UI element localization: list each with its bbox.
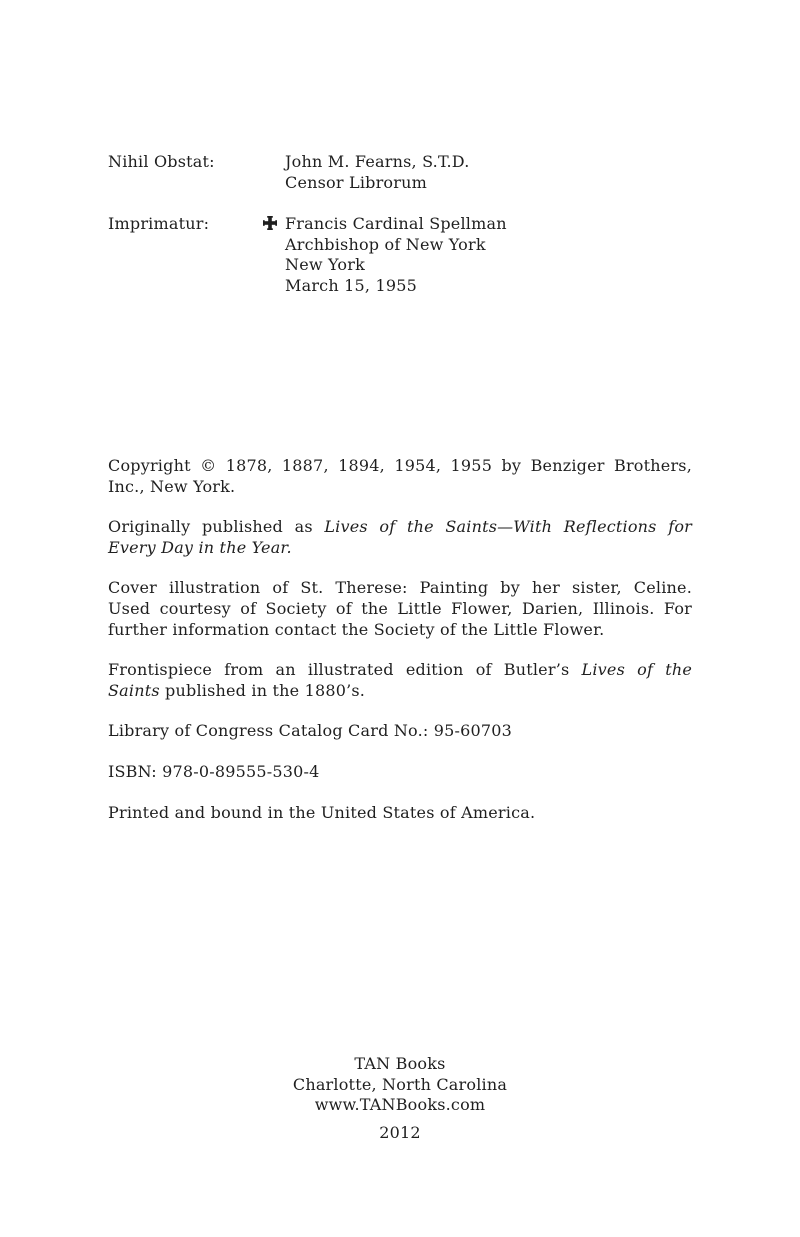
imprimatur-label: Imprimatur: [108, 214, 210, 234]
butlers-title-part: Lives of the [581, 660, 693, 680]
paragraph-frontispiece [108, 660, 692, 701]
imprimatur-row [108, 214, 692, 296]
nihil-obstat-label: Nihil Obstat: [108, 152, 215, 171]
text-line: Archbishop of New York [285, 234, 486, 254]
text-line: Cover illustration of St. Therese: Painting by her sister, Celine. [108, 578, 692, 598]
text-line [285, 214, 692, 235]
publisher-name: TAN Books [354, 1054, 446, 1073]
text-line: Used courtesy of Society of the Little Flower, Darien, Illinois. For [108, 598, 692, 618]
text-line: March 15, 1955 [285, 275, 417, 295]
original-title-part: Lives of the Saints—With Reflections for [324, 517, 692, 537]
maltese-cross-icon [263, 214, 285, 235]
publication-year: 2012 [379, 1122, 421, 1142]
paragraph-loc-number [108, 721, 692, 742]
text-line: Originally published as Lives of the Saints—With Reflections for [108, 517, 692, 537]
nihil-obstat-row [108, 152, 692, 193]
publisher-block [0, 1054, 800, 1143]
imprimatur-value [285, 214, 692, 296]
nihil-obstat-value [285, 152, 692, 193]
text-line: further information contact the Society of the Little Flower. [108, 619, 605, 639]
original-title-part: Every Day in the Year. [108, 537, 292, 557]
paragraph-originally-published [108, 517, 692, 558]
text-line: Saints published in the 1880’s. [108, 680, 366, 700]
imprimatur-name: Francis Cardinal Spellman [285, 214, 507, 234]
text-line: Censor Librorum [285, 172, 427, 192]
text-line: Inc., New York. [108, 476, 236, 496]
paragraph-isbn [108, 762, 692, 783]
copyright-body [108, 456, 692, 843]
text-line [108, 538, 692, 559]
text-line: Printed and bound in the United States of America. [108, 802, 536, 822]
text-line: John M. Fearns, S.T.D. [285, 152, 470, 171]
paragraph-printed-in [108, 803, 692, 824]
paragraph-cover-illustration [108, 578, 692, 640]
text-line: ISBN: 978-0-89555-530-4 [108, 761, 320, 781]
text-line: Library of Congress Catalog Card No.: 95-60703 [108, 721, 512, 741]
text-line: New York [285, 255, 365, 275]
publisher-website: www.TANBooks.com [314, 1095, 486, 1115]
publisher-location: Charlotte, North Carolina [292, 1074, 508, 1094]
front-matter-block [108, 152, 692, 297]
text-line: Frontispiece from an illustrated edition of Butler’s Lives of the [108, 660, 693, 680]
butlers-title-part: Saints [108, 680, 160, 700]
paragraph-copyright [108, 456, 692, 497]
text-line: Copyright © 1878, 1887, 1894, 1954, 1955 by Benziger Brothers, [108, 456, 692, 475]
